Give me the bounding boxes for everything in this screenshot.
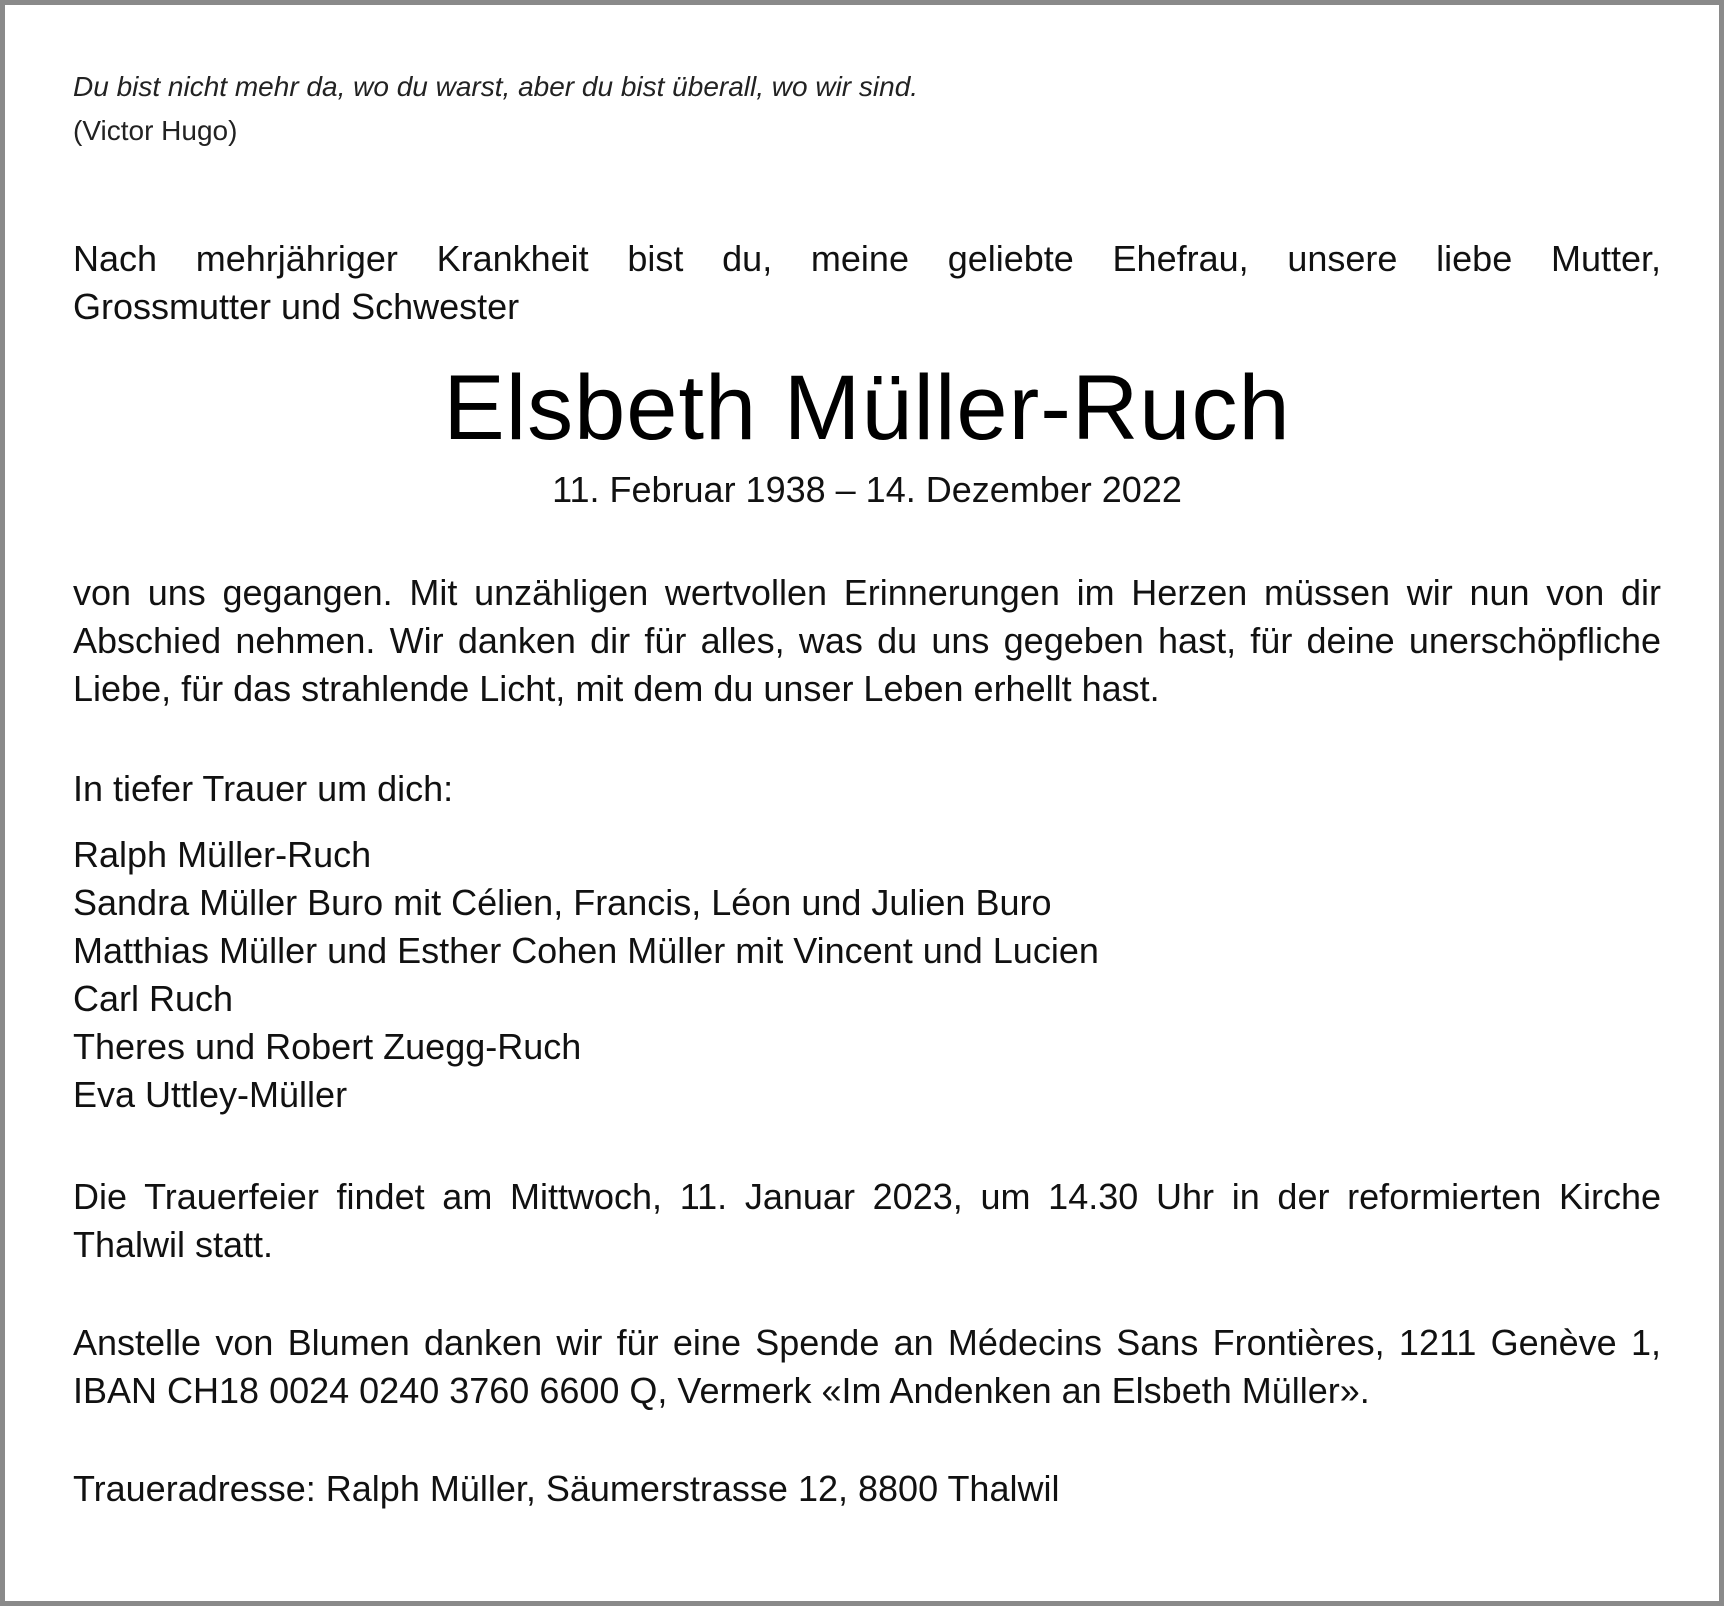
mourning-intro: In tiefer Trauer um dich: xyxy=(73,768,454,809)
farewell-paragraph: von uns gegangen. Mit unzähligen wertvollen Erinnerungen im Herzen müssen wir nun von dir Abschied nehmen. Wir danken dir für alles, was du uns gegeben hast, für deine unerschöpfliche Liebe, für das strahlende Licht, mit dem du unser Leben erhellt hast. xyxy=(73,572,1661,709)
intro-line-1: Nach mehrjähriger Krankheit bist du, meine geliebte Ehefrau, unsere liebe Mutter, xyxy=(73,238,1661,279)
motto-quote: Du bist nicht mehr da, wo du warst, aber du bist überall, wo wir sind. xyxy=(73,71,919,102)
motto-author: (Victor Hugo) xyxy=(73,115,238,146)
obituary-content xyxy=(73,67,1661,1513)
mourner-item: Eva Uttley-Müller xyxy=(73,1074,348,1115)
mourner-item: Sandra Müller Buro mit Célien, Francis, Léon und Julien Buro xyxy=(73,882,1052,923)
mourning-address: Traueradresse: Ralph Müller, Säumerstrasse 12, 8800 Thalwil xyxy=(73,1468,1060,1509)
mourner-item: Carl Ruch xyxy=(73,978,234,1019)
intro-text xyxy=(73,235,1661,331)
donation-paragraph: Anstelle von Blumen danken wir für eine Spende an Médecins Sans Frontières, 1211 Genève 1, IBAN CH18 0024 0240 3760 6600 Q, Vermerk «Im Andenken an Elsbeth Müller». xyxy=(73,1322,1661,1411)
mourner-item: Matthias Müller und Esther Cohen Müller mit Vincent und Lucien xyxy=(73,930,1099,971)
mourner-item: Ralph Müller-Ruch xyxy=(73,834,372,875)
intro-line-2: Grossmutter und Schwester xyxy=(73,286,520,327)
life-dates: 11. Februar 1938 – 14. Dezember 2022 xyxy=(552,469,1182,510)
mourner-item: Theres und Robert Zuegg-Ruch xyxy=(73,1026,582,1067)
deceased-name: Elsbeth Müller-Ruch xyxy=(443,357,1291,459)
mourners-list xyxy=(73,831,1661,1119)
ceremony-paragraph: Die Trauerfeier findet am Mittwoch, 11. Januar 2023, um 14.30 Uhr in der reformierten Kirche Thalwil statt. xyxy=(73,1176,1661,1265)
